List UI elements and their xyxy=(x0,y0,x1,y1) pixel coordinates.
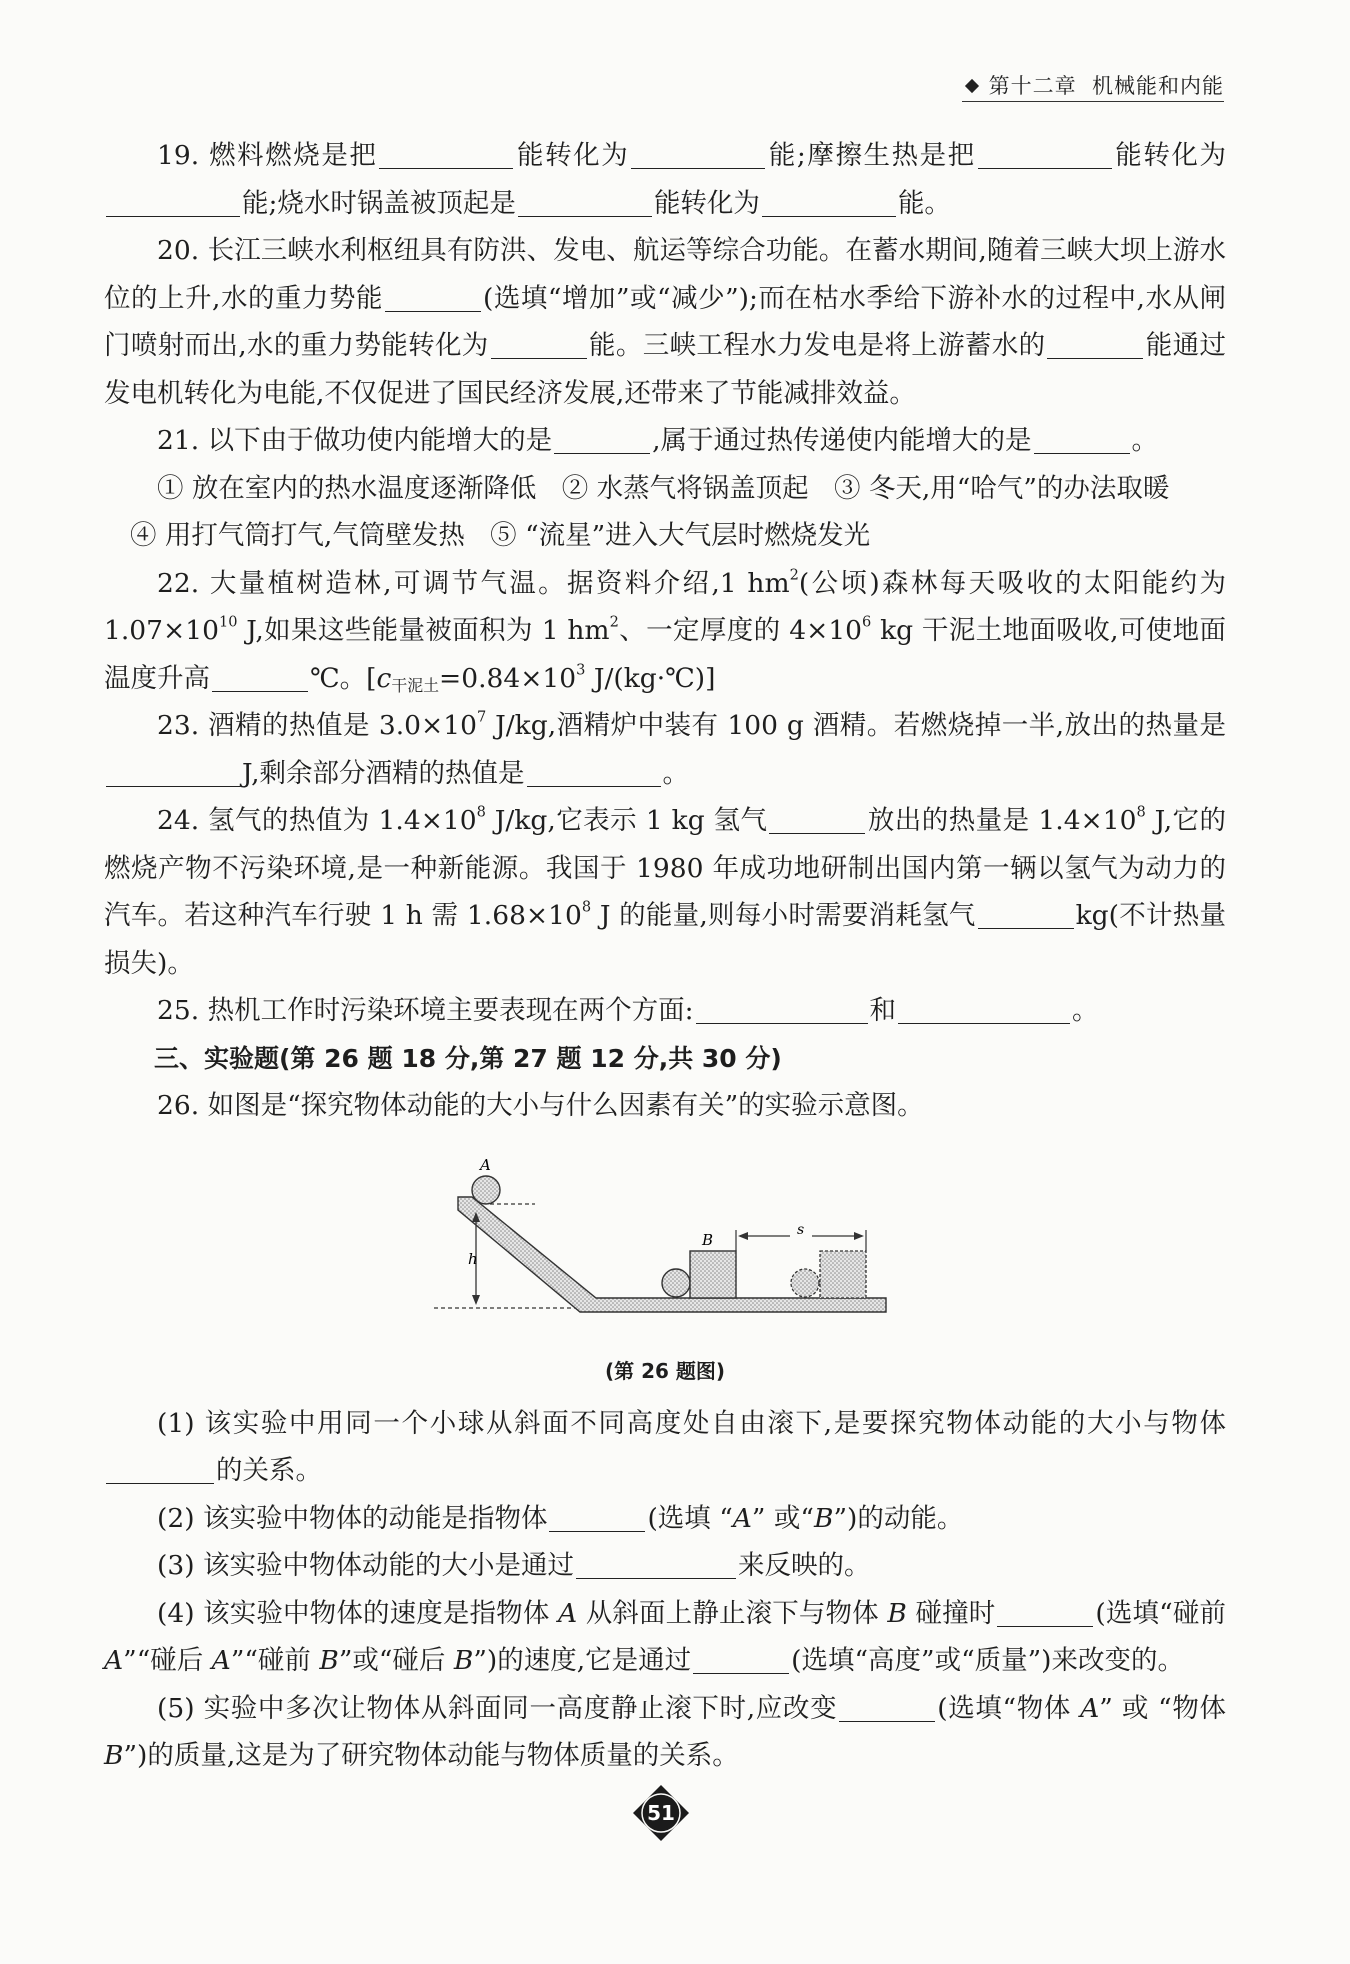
answer-blank xyxy=(839,1694,935,1722)
q22-sup-3: 2 xyxy=(609,613,619,631)
q26-p4-text-n: ”)的速度,它是通过 xyxy=(473,1645,692,1676)
q26-p2-text-f: ”)的动能。 xyxy=(833,1502,964,1534)
q26-p2-text-a: (2) 该实验中物体的动能是指物体 xyxy=(157,1502,548,1534)
q21-option-4: ④ 用打气筒打气,气筒壁发热 xyxy=(130,520,465,551)
q24-text-e: J 的能量,则每小时需要消耗氢气 xyxy=(591,900,976,931)
q19-text-f: 能;烧水时锅盖被顶起是 xyxy=(242,187,516,219)
answer-blank xyxy=(631,142,765,170)
q26-p4-text-c: 从斜面上静止滚下与物体 xyxy=(577,1597,888,1629)
q26-p4-var: A xyxy=(558,1597,578,1629)
answer-blank xyxy=(106,189,240,217)
q26-p2-text-d: ” 或“ xyxy=(751,1502,814,1534)
answer-blank xyxy=(212,664,308,692)
height-label: h xyxy=(468,1249,478,1268)
q24-text-d: J,它的燃烧产物不污染环境,是一种新能源。我国于 1980 年成功地研制出国内第一辆以氢气为动力的汽车。若这种汽车行驶 1 h 需 1.68×10 xyxy=(104,805,1227,931)
q26-p1-text-b: 的关系。 xyxy=(216,1455,322,1486)
diamond-bullet-icon xyxy=(965,79,979,93)
q24-text-a: 24. 氢气的热值为 1.4×10 xyxy=(157,805,477,836)
q21-option-1: ① 放在室内的热水温度逐渐降低 xyxy=(157,472,537,504)
q26-p4-text-j: ”“碰前 xyxy=(230,1645,320,1676)
q26-p5-text-b: (选填“物体 xyxy=(937,1692,1081,1724)
answer-blank xyxy=(997,1599,1093,1627)
answer-blank xyxy=(518,189,652,217)
q22-sup-5: 3 xyxy=(576,661,586,679)
answer-blank xyxy=(762,189,896,217)
q22-sup-4: 6 xyxy=(862,613,872,631)
q20-text-a: 20. 长江三峡水利枢纽具有防洪、发电、航运等综合功能。在蓄水期间,随着三峡大坝上游水位的上升,水的重力势能 xyxy=(104,235,1226,314)
q22-symbol-subscript: 干泥土 xyxy=(391,675,439,695)
q19-text-b: 能转化为 xyxy=(515,140,630,171)
answer-blank xyxy=(1047,332,1143,360)
q24-text-c: 放出的热量是 1.4×10 xyxy=(867,805,1137,836)
q26-p3-text-a: (3) 该实验中物体动能的大小是通过 xyxy=(157,1550,574,1581)
q26-p4-var: A xyxy=(104,1645,124,1676)
q23-sup-1: 7 xyxy=(476,708,487,726)
q26-p4-var: B xyxy=(453,1645,474,1676)
answer-blank xyxy=(527,759,661,787)
q23-text-d: 。 xyxy=(662,757,689,789)
q21-text-b: ,属于通过热传递使内能增大的是 xyxy=(652,425,1032,456)
answer-blank xyxy=(769,807,865,835)
answer-blank xyxy=(978,902,1074,930)
q22-text-a: 22. 大量植树造林,可调节气温。据资料介绍,1 hm xyxy=(157,567,790,599)
answer-blank xyxy=(898,997,1070,1025)
header-rule xyxy=(962,101,1224,102)
q26-part-5 xyxy=(104,1685,1226,1780)
answer-blank xyxy=(379,142,513,170)
q25-text-b: 和 xyxy=(869,995,896,1026)
q23-text-b: J/kg,酒精炉中装有 100 g 酒精。若燃烧掉一半,放出的热量是 xyxy=(486,710,1226,741)
q26-p4-text-o: (选填“高度”或“质量”)来改变的。 xyxy=(791,1645,1185,1676)
q22-text-g: =0.84×10 xyxy=(439,662,577,694)
block-b xyxy=(690,1251,736,1298)
q19-text-a: 19. 燃料燃烧是把 xyxy=(157,140,378,171)
figure-26 xyxy=(104,1152,1226,1342)
q21-option-2: ② 水蒸气将锅盖顶起 xyxy=(561,472,809,504)
q22-sup-1: 2 xyxy=(789,566,799,584)
running-header xyxy=(967,70,1224,100)
page-number-badge xyxy=(632,1784,690,1842)
answer-blank xyxy=(1034,427,1130,455)
q24-sup-3: 8 xyxy=(581,898,592,916)
q26-part-1 xyxy=(104,1400,1226,1495)
question-24 xyxy=(104,797,1226,987)
q22-text-e: kg 干泥土地面吸收,可使地面温度升高 xyxy=(104,615,1226,694)
ball-label: A xyxy=(480,1155,491,1174)
q20-text-b: (选填“增加”或“减少”);而在枯水季给下游补水的过程中,水从闸门喷射而出,水的重力势能转化为 xyxy=(104,282,1226,361)
q26-p4-var: B xyxy=(887,1597,907,1629)
page-number: 51 xyxy=(647,1801,675,1825)
block-label: B xyxy=(702,1230,714,1249)
ball-a-bottom xyxy=(662,1269,690,1297)
question-20 xyxy=(104,227,1226,417)
q19-text-c: 能;摩擦生热是把 xyxy=(767,140,976,171)
question-19 xyxy=(104,132,1226,227)
answer-blank xyxy=(106,1457,214,1485)
q26-p3-text-b: 来反映的。 xyxy=(737,1550,871,1581)
q22-sup-2: 10 xyxy=(218,613,238,631)
answer-blank xyxy=(491,332,587,360)
q26-p4-text-e: 碰撞时 xyxy=(906,1597,996,1629)
question-21 xyxy=(104,417,1226,465)
q25-text-a: 25. 热机工作时污染环境主要表现在两个方面: xyxy=(157,995,694,1026)
arrow-left-icon xyxy=(738,1232,748,1240)
q26-p1-text-a: (1) 该实验中用同一个小球从斜面不同高度处自由滚下,是要探究物体动能的大小与物体 xyxy=(157,1407,1226,1439)
q26-p4-text-a: (4) 该实验中物体的速度是指物体 xyxy=(157,1597,559,1629)
q19-text-d: 能转化 xyxy=(1113,140,1200,171)
answer-blank xyxy=(549,1504,645,1532)
answer-blank xyxy=(696,997,868,1025)
q22-text-b: (公顷)森林每天吸收的太阳能约为 1.07×10 xyxy=(104,567,1226,646)
question-23 xyxy=(104,702,1226,797)
q26-p2-text-b: (选填 “ xyxy=(647,1502,733,1534)
q25-text-c: 。 xyxy=(1072,995,1099,1026)
answer-blank xyxy=(385,284,481,312)
question-25 xyxy=(104,987,1226,1035)
q21-options-row-2 xyxy=(104,512,1226,560)
block-b-displaced xyxy=(820,1251,866,1298)
q20-text-d: 能通过发电机转化为电能,不仅促进了国民经济发展,还带来了节能减排效益。 xyxy=(104,330,1227,409)
q22-text-h: J/(kg·℃)] xyxy=(585,662,716,694)
figure-26-caption: (第 26 题图) xyxy=(604,1358,726,1383)
q23-text-c: J,剩余部分酒精的热值是 xyxy=(242,757,525,789)
q24-sup-2: 8 xyxy=(1136,803,1146,821)
q26-p4-text-h: ”“碰后 xyxy=(123,1645,212,1676)
question-26-intro: 26. 如图是“探究物体动能的大小与什么因素有关”的实验示意图。 xyxy=(157,1090,924,1121)
q26-p5-text-f: ”)的质量,这是为了研究物体动能与物体质量的关系。 xyxy=(123,1740,739,1771)
arrow-right-icon xyxy=(854,1232,864,1240)
chapter-number: 第十二章 xyxy=(988,74,1077,98)
answer-blank xyxy=(978,142,1112,170)
q22-text-f: ℃。[ xyxy=(310,662,377,694)
q26-p5-text-d: ” 或 “物体 xyxy=(1099,1692,1226,1724)
ramp-experiment-diagram xyxy=(430,1152,900,1342)
answer-blank xyxy=(576,1552,736,1580)
q24-text-b: J/kg,它表示 1 kg 氢气 xyxy=(485,805,768,836)
q21-option-5: ⑤ “流星”进入大气层时燃烧发光 xyxy=(490,520,871,551)
page-body xyxy=(104,132,1226,1780)
q26-part-4 xyxy=(104,1590,1226,1685)
q23-text-a: 23. 酒精的热值是 3.0×10 xyxy=(157,710,477,741)
q24-sup-1: 8 xyxy=(476,803,486,821)
q19-text-h: 能。 xyxy=(897,187,951,219)
q22-text-d: 、一定厚度的 4×10 xyxy=(618,615,863,646)
answer-blank xyxy=(106,759,240,787)
q26-p5-text-a: (5) 实验中多次让物体从斜面同一高度静止滚下时,应改变 xyxy=(157,1692,838,1724)
q21-options-row-1 xyxy=(104,465,1226,513)
q26-p4-var: B xyxy=(319,1645,339,1676)
answer-blank xyxy=(693,1647,789,1675)
question-22 xyxy=(104,560,1226,703)
ball-a-top xyxy=(472,1176,500,1204)
chapter-title: 机械能和内能 xyxy=(1092,74,1224,98)
q26-p4-text-f: (选填“碰前 xyxy=(1095,1597,1226,1629)
q26-part-3 xyxy=(104,1542,1226,1590)
q26-p2-option-a: A xyxy=(732,1502,752,1534)
q26-p2-option-b: B xyxy=(813,1502,834,1534)
q21-option-3: ③ 冬天,用“哈气”的办法取暖 xyxy=(833,472,1170,504)
q19-text-g: 能转化为 xyxy=(653,187,760,219)
q26-part-2 xyxy=(104,1495,1226,1543)
q21-text-a: 21. 以下由于做功使内能增大的是 xyxy=(157,425,553,456)
answer-blank xyxy=(554,427,650,455)
distance-label: s xyxy=(797,1221,805,1238)
section-heading-experiments: 三、实验题(第 26 题 18 分,第 27 题 12 分,共 30 分) xyxy=(154,1043,782,1073)
q26-p5-var: B xyxy=(104,1740,124,1771)
q22-text-c: J,如果这些能量被面积为 1 hm xyxy=(237,615,610,646)
q26-p5-var: A xyxy=(1080,1692,1100,1724)
q26-p4-text-l: ”或“碰后 xyxy=(338,1645,454,1676)
q26-p4-var: A xyxy=(211,1645,231,1676)
q20-text-c: 能。三峡工程水力发电是将上游蓄水的 xyxy=(588,330,1046,361)
arrow-down-icon xyxy=(472,1295,480,1305)
q21-text-c: 。 xyxy=(1131,425,1159,456)
ball-displaced xyxy=(791,1269,819,1297)
q22-symbol-c: c xyxy=(376,662,392,694)
q24-text-f: kg(不计热量损失)。 xyxy=(104,900,1226,979)
q19-text-e: 为 xyxy=(1199,140,1226,171)
